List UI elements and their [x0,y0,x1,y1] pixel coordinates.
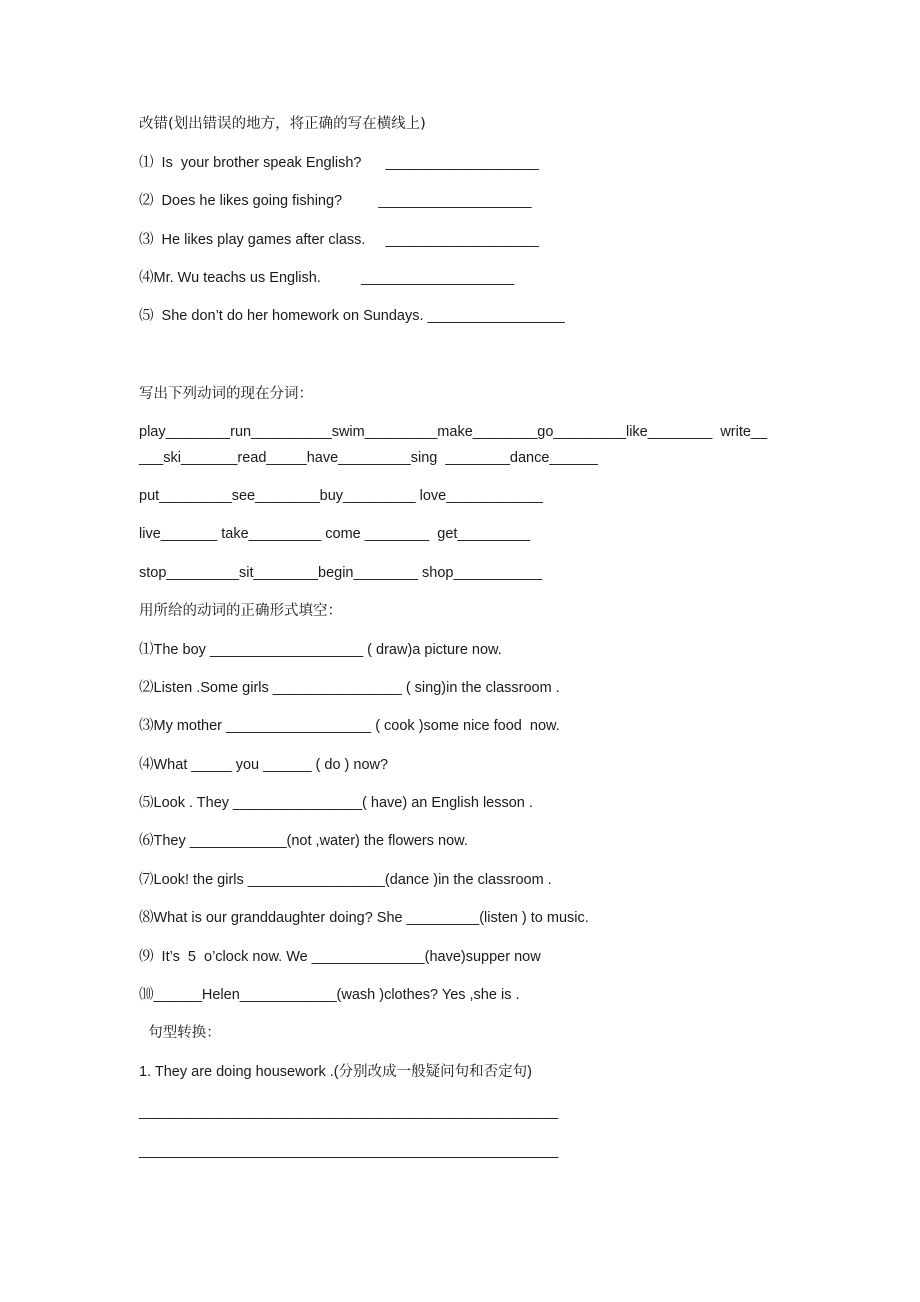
answer-line-2: ____________________________________________________ [139,1143,559,1159]
fill-item-3: ⑶My mother __________________ ( cook )some nice food now. [139,718,560,734]
participle-line-3: put_________see________buy_________ love____________ [139,488,543,504]
participle-line-2: ___ski_______read_____have_________sing ________dance______ [139,450,598,466]
correction-item-4: ⑷Mr. Wu teachs us English. ___________________ [139,270,515,286]
section-heading-present-participle: 写出下列动词的现在分词： [139,386,313,402]
transformation-item-1: 1. They are doing housework .(分别改成一般疑问句和否定句) [139,1064,532,1080]
correction-item-1: ⑴ Is your brother speak English? ___________________ [139,155,539,171]
fill-item-1: ⑴The boy ___________________ ( draw)a picture now. [139,642,502,658]
fill-item-8: ⑻What is our granddaughter doing? She _________(listen ) to music. [139,910,589,926]
fill-item-7: ⑺Look! the girls _________________(dance )in the classroom . [139,872,552,888]
answer-line-1: ____________________________________________________ [139,1104,559,1120]
fill-item-5: ⑸Look . They ________________( have) an English lesson . [139,795,533,811]
participle-line-4: live_______ take_________ come ________ get_________ [139,526,531,542]
correction-item-5: ⑸ She don’t do her homework on Sundays. _________________ [139,308,565,324]
fill-item-10: ⑽______Helen____________(wash )clothes? Yes ,she is . [139,987,520,1003]
fill-item-6: ⑹They ____________(not ,water) the flowers now. [139,833,468,849]
section-heading-sentence-transformation: 句型转换： [139,1025,221,1041]
correction-item-2: ⑵ Does he likes going fishing? ___________________ [139,193,532,209]
fill-item-9: ⑼ It’s 5 o’clock now. We ______________(have)supper now [139,949,541,965]
section-heading-fill-blanks: 用所给的动词的正确形式填空： [139,603,342,619]
fill-item-2: ⑵Listen .Some girls ________________ ( sing)in the classroom . [139,680,560,696]
fill-item-4: ⑷What _____ you ______ ( do ) now? [139,757,389,773]
participle-line-1: play________run__________swim_________make________go_________like________ write__ [139,424,768,440]
participle-line-5: stop_________sit________begin________ shop___________ [139,565,543,581]
correction-item-3: ⑶ He likes play games after class. ___________________ [139,232,539,248]
section-heading-correct-errors: 改错(划出错误的地方，将正确的写在横线上) [139,116,426,132]
